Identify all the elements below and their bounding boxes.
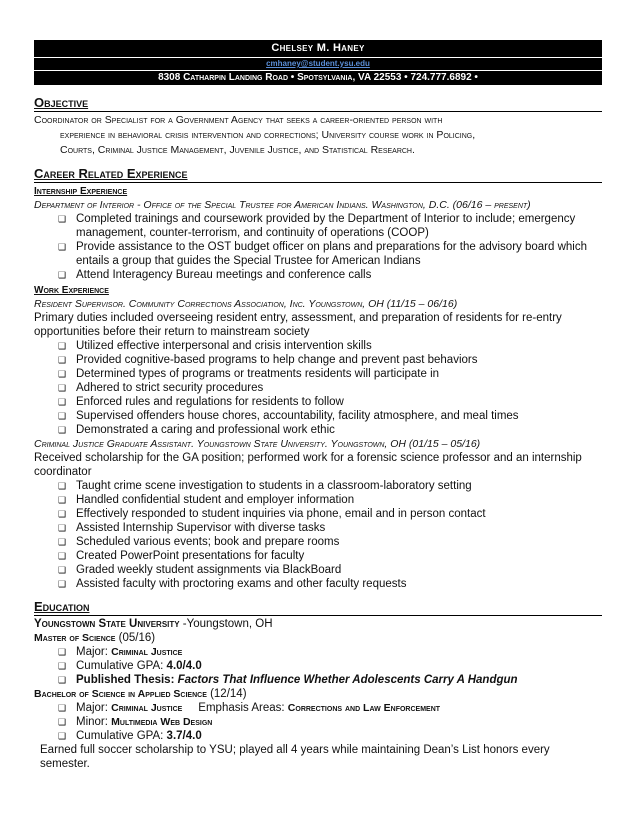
list-item bbox=[58, 659, 602, 673]
label: Major: bbox=[76, 646, 112, 658]
list-item: ❑ Adhered to strict security procedures bbox=[58, 381, 602, 395]
list-item: ❑ Determined types of programs or treatments residents will participate in bbox=[58, 367, 602, 381]
major-value: Criminal Justice bbox=[111, 702, 183, 714]
list-item: ❑ Effectively responded to student inquiries via phone, email and in person contact bbox=[58, 507, 602, 521]
list-item: ❑ Assisted Internship Supervisor with diverse tasks bbox=[58, 521, 602, 535]
minor-value: Multimedia Web Design bbox=[111, 716, 213, 728]
resume-page bbox=[34, 40, 602, 771]
major-value: Criminal Justice bbox=[111, 646, 183, 658]
job-description: Primary duties included overseeing resident entry, assessment, and preparation of residents for re-entry opportunities before their return to mainstream society bbox=[34, 312, 562, 338]
list-item: ❑ Handled confidential student and employer information bbox=[58, 493, 602, 507]
internship-list bbox=[34, 212, 602, 282]
list-item: ❑ Utilized effective interpersonal and crisis intervention skills bbox=[58, 339, 602, 353]
degree-title bbox=[34, 631, 602, 645]
career-heading: Career Related Experience bbox=[34, 166, 602, 183]
degree-date: (12/14) bbox=[206, 688, 247, 700]
list-item: ❑ Provided cognitive-based programs to help change and prevent past behaviors bbox=[58, 353, 602, 367]
candidate-name: Chelsey M. Haney bbox=[34, 40, 602, 57]
label: Cumulative GPA: bbox=[76, 730, 167, 742]
work-heading: Work Experience bbox=[34, 285, 109, 296]
education-heading: Education bbox=[34, 599, 602, 616]
objective-line: Courts, Criminal Justice Management, Juvenile Justice, and Statistical Research. bbox=[60, 144, 415, 156]
list-item: ❑ Supervised offenders house chores, accountability, facility atmosphere, and meal times bbox=[58, 409, 602, 423]
list-item bbox=[58, 729, 602, 743]
list-item: ❑ Demonstrated a caring and professional work ethic bbox=[58, 423, 602, 437]
job-role: Criminal Justice Graduate Assistant. Youngstown State University. Youngstown, OH (01/15 – 05/16) bbox=[34, 438, 481, 450]
list-item: ❑ Attend Interagency Bureau meetings and conference calls bbox=[58, 268, 602, 282]
list-item bbox=[58, 673, 602, 687]
objective-line: experience in behavioral crisis intervention and corrections; University course work in Policing, bbox=[60, 129, 476, 141]
list-item: ❑ Taught crime scene investigation to students in a classroom-laboratory setting bbox=[58, 479, 602, 493]
address-bar: 8308 Catharpin Landing Road • Spotsylvania, VA 22553 • 724.777.6892 • bbox=[34, 71, 602, 85]
job-description: Received scholarship for the GA position; performed work for a forensic science professor and an internship coordinator bbox=[34, 452, 582, 478]
list-item: ❑ Completed trainings and coursework provided by the Department of Interior to include; emergency management, counter-terrorism, and continuity of operations (COOP) bbox=[58, 212, 602, 240]
list-item: ❑ Enforced rules and regulations for residents to follow bbox=[58, 395, 602, 409]
list-item bbox=[58, 701, 602, 715]
thesis-label: Published Thesis: bbox=[76, 674, 178, 686]
email-link[interactable]: cmhaney@student.ysu.edu bbox=[266, 59, 370, 68]
school-location: -Youngstown, OH bbox=[179, 618, 273, 630]
job-duties-list bbox=[34, 479, 602, 591]
label: Cumulative GPA: bbox=[76, 660, 167, 672]
gpa-value: 4.0/4.0 bbox=[166, 660, 202, 672]
label: Emphasis Areas: bbox=[182, 702, 288, 714]
label: Minor: bbox=[76, 716, 112, 728]
school-line bbox=[34, 617, 602, 631]
list-item bbox=[58, 715, 602, 729]
emphasis-value: Corrections and Law Enforcement bbox=[287, 702, 441, 714]
job-duties-list bbox=[34, 339, 602, 437]
internship-heading: Internship Experience bbox=[34, 186, 128, 197]
ms-details-list bbox=[34, 645, 602, 687]
list-item: ❑ Scheduled various events; book and prepare rooms bbox=[58, 535, 602, 549]
gpa-value: 3.7/4.0 bbox=[166, 730, 202, 742]
degree-name: Master of Science bbox=[34, 632, 116, 644]
degree-name: Bachelor of Science in Applied Science bbox=[34, 688, 207, 700]
email-bar bbox=[34, 58, 602, 70]
list-item: ❑ Provide assistance to the OST budget officer on plans and preparations for the advisory board which entails a group that guides the Special Trustee for American Indians bbox=[58, 240, 602, 268]
list-item: ❑ Graded weekly student assignments via BlackBoard bbox=[58, 563, 602, 577]
bs-details-list bbox=[34, 701, 602, 743]
thesis-title: Factors That Influence Whether Adolescents Carry A Handgun bbox=[177, 674, 518, 686]
job-role: Resident Supervisor. Community Corrections Association, Inc. Youngstown, OH (11/15 – 06/16) bbox=[34, 298, 458, 310]
objective-line: Coordinator or Specialist for a Government Agency that seeks a career-oriented person with bbox=[34, 114, 443, 126]
list-item: ❑ Assisted faculty with proctoring exams and other faculty requests bbox=[58, 577, 602, 591]
education-note: Earned full soccer scholarship to YSU; played all 4 years while maintaining Dean’s List honors every semester. bbox=[40, 744, 550, 770]
degree-title bbox=[34, 687, 602, 701]
list-item bbox=[58, 645, 602, 659]
school-name: Youngstown State University bbox=[34, 618, 180, 630]
label: Major: bbox=[76, 702, 112, 714]
degree-date: (05/16) bbox=[115, 632, 156, 644]
objective-heading: Objective bbox=[34, 95, 602, 112]
internship-role: Department of Interior - Office of the Special Trustee for American Indians. Washington, D.C. (06/16 – present) bbox=[34, 199, 531, 211]
list-item: ❑ Created PowerPoint presentations for faculty bbox=[58, 549, 602, 563]
objective-text bbox=[34, 113, 602, 158]
